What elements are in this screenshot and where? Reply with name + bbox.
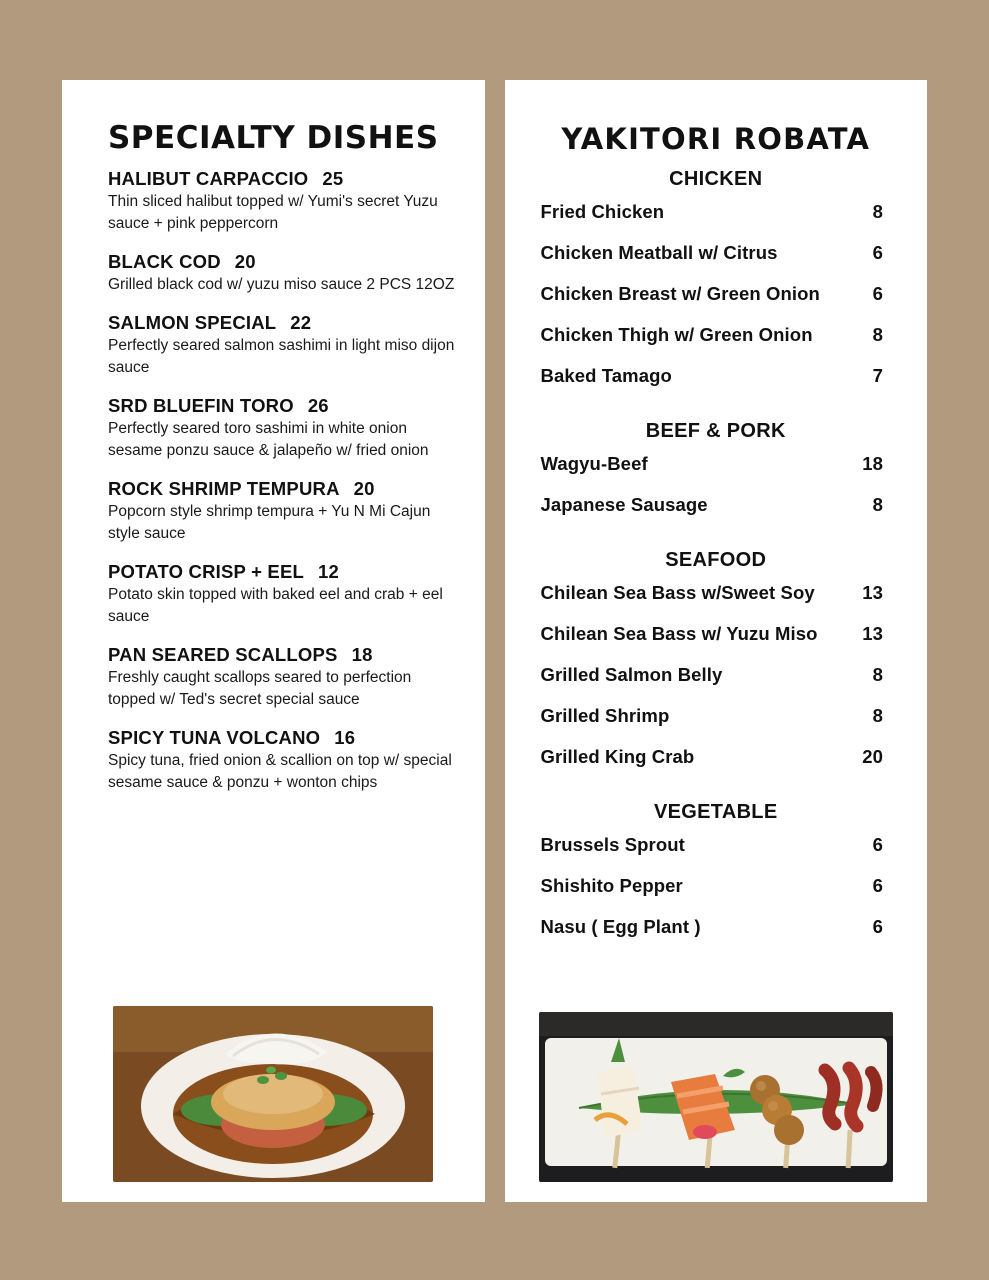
menu-item-price: 18	[862, 453, 883, 474]
menu-row	[541, 746, 884, 768]
menu-item-name: Brussels Sprout	[540, 834, 685, 855]
menu-row	[541, 875, 884, 897]
page-title-specialty: SPECIALTY DISHES	[107, 120, 439, 156]
dish-description: Grilled black cod w/ yuzu miso sauce 2 PCS 12OZ	[108, 276, 455, 293]
dish-price: 12	[318, 561, 339, 582]
dish-item	[108, 644, 455, 711]
menu-item-name: Wagyu-Beef	[540, 453, 648, 474]
page-title-yakitori: YAKITORI ROBATA	[561, 122, 871, 156]
menu-item-price: 13	[862, 582, 883, 603]
menu-item-price: 8	[872, 664, 883, 685]
menu-item-price: 6	[872, 283, 883, 304]
menu-row	[541, 242, 884, 264]
dish-price: 16	[334, 727, 356, 748]
menu-item-name: Chicken Breast w/ Green Onion	[540, 283, 820, 304]
menu-row	[541, 453, 884, 475]
specialty-dishes-panel	[62, 80, 485, 1202]
menu-item-price: 8	[872, 705, 883, 726]
dish-header	[108, 251, 455, 273]
menu-item-name: Grilled Shrimp	[540, 705, 670, 726]
dish-price: 22	[290, 312, 312, 333]
menu-row	[541, 834, 884, 856]
dish-description: Perfectly seared salmon sashimi in light miso dijon sauce	[108, 337, 455, 376]
menu-item-price: 6	[872, 242, 883, 263]
menu-item-price: 6	[872, 916, 883, 937]
menu-row	[541, 494, 884, 516]
dish-header	[108, 727, 455, 749]
menu-item-name: Fried Chicken	[540, 201, 665, 222]
menu-item-name: Chilean Sea Bass w/Sweet Soy	[540, 582, 815, 603]
dish-name: PAN SEARED SCALLOPS	[108, 644, 338, 665]
menu-item-name: Baked Tamago	[540, 365, 672, 386]
menu-row	[541, 705, 884, 727]
dish-item	[108, 727, 455, 794]
menu-item-name: Grilled King Crab	[540, 746, 695, 767]
menu-row	[541, 916, 884, 938]
dish-header	[108, 395, 455, 417]
menu-item-price: 6	[872, 834, 883, 855]
menu-row	[541, 664, 884, 686]
menu-item-price: 13	[862, 623, 883, 644]
dish-header	[108, 644, 455, 666]
menu-row	[541, 283, 884, 305]
specialty-dish-photo	[113, 1006, 433, 1182]
menu-item-name: Chicken Thigh w/ Green Onion	[540, 324, 813, 345]
dish-item	[108, 312, 455, 379]
dish-name: SPICY TUNA VOLCANO	[108, 727, 321, 748]
dish-price: 18	[351, 644, 373, 665]
category-title-vegetable: VEGETABLE	[654, 801, 778, 823]
dish-name: HALIBUT CARPACCIO	[108, 168, 309, 189]
menu-item-name: Chicken Meatball w/ Citrus	[540, 242, 778, 263]
menu-item-name: Shishito Pepper	[540, 875, 683, 896]
menu-item-name: Nasu ( Egg Plant )	[540, 916, 701, 937]
dish-name: BLACK COD	[108, 251, 221, 272]
category-title-chicken: CHICKEN	[669, 168, 763, 190]
dish-price: 20	[353, 478, 375, 499]
dish-name: ROCK SHRIMP TEMPURA	[108, 478, 340, 499]
menu-item-price: 8	[872, 324, 883, 345]
dish-description: Spicy tuna, fried onion & scallion on top w/ special sesame sauce & ponzu + wonton chips	[108, 752, 452, 791]
menu-item-price: 20	[862, 746, 883, 767]
dish-header	[108, 478, 455, 500]
dish-header	[108, 561, 455, 583]
menu-row	[541, 582, 884, 604]
dish-item	[108, 478, 455, 545]
menu-item-price: 7	[872, 365, 883, 386]
category-title-seafood: SEAFOOD	[665, 549, 767, 571]
dish-price: 20	[234, 251, 256, 272]
dish-header	[108, 168, 455, 190]
menu-item-name: Chilean Sea Bass w/ Yuzu Miso	[540, 623, 818, 644]
menu-item-price: 6	[872, 875, 883, 896]
dish-item	[108, 561, 455, 628]
dish-description: Perfectly seared toro sashimi in white onion sesame ponzu sauce & jalapeño w/ fried onion	[108, 420, 429, 459]
dish-description: Freshly caught scallops seared to perfection topped w/ Ted's secret special sauce	[108, 669, 412, 708]
dish-item	[108, 251, 455, 296]
dish-name: SRD BLUEFIN TORO	[108, 395, 294, 416]
dish-item	[108, 395, 455, 462]
menu-row	[541, 623, 884, 645]
dish-price: 25	[322, 168, 344, 189]
dish-description: Potato skin topped with baked eel and crab + eel sauce	[108, 586, 443, 625]
dish-name: POTATO CRISP + EEL	[108, 561, 305, 582]
menu-row	[541, 365, 884, 387]
menu-row	[541, 324, 884, 346]
dish-name: SALMON SPECIAL	[108, 312, 277, 333]
menu-item-name: Japanese Sausage	[540, 494, 708, 515]
yakitori-robata-panel	[505, 80, 928, 1202]
dish-description: Thin sliced halibut topped w/ Yumi's secret Yuzu sauce + pink peppercorn	[108, 193, 438, 232]
menu-item-name: Grilled Salmon Belly	[540, 664, 723, 685]
dish-description: Popcorn style shrimp tempura + Yu N Mi Cajun style sauce	[108, 503, 431, 542]
dish-header	[108, 312, 455, 334]
dish-price: 26	[307, 395, 329, 416]
menu-item-price: 8	[872, 201, 883, 222]
dish-item	[108, 168, 455, 235]
menu-row	[541, 201, 884, 223]
menu-item-price: 8	[872, 494, 883, 515]
category-title-beef-pork: BEEF & PORK	[645, 420, 786, 442]
yakitori-photo	[539, 1012, 893, 1182]
